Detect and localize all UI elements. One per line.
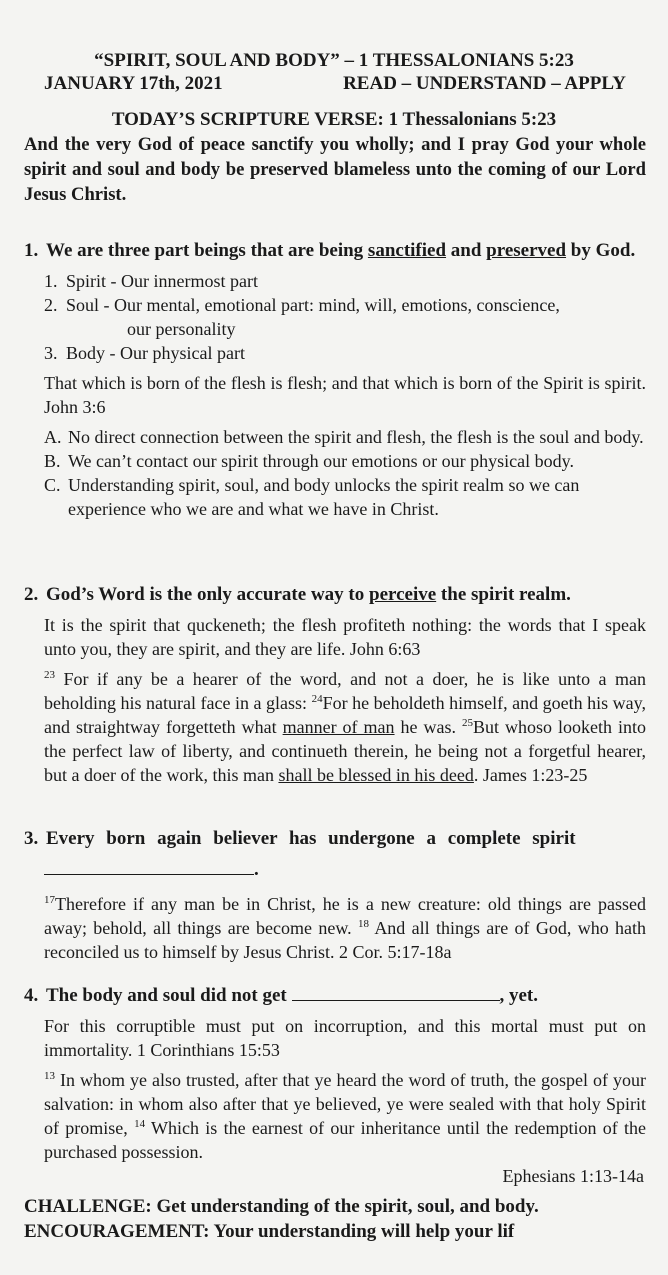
point-1 xyxy=(24,238,646,521)
corinthians-15-quote: For this corruptible must put on incorruption, and this mortal must put on immortality. 1 Corinthians 15:53 xyxy=(44,1016,646,1060)
john-6-63-quote: It is the spirit that quckeneth; the flesh profiteth nothing: the words that I speak unto you, they are spirit, and they are life. John 6:63 xyxy=(44,615,646,659)
corinthians-quote: $^{17}$Therefore if any man be in Christ, he is a new creature: old things are passed away; behold, all things are become new. $^{18}$ And all things are of God, who hath reconciled us to himself by Jesus Christ. 2 Cor. 5:17-18a xyxy=(44,894,647,962)
three-parts-list xyxy=(24,269,646,365)
scripture-text: And the very God of peace sanctify you wholly; and I pray God your whole spirit and soul and body be preserved blameless unto the coming of our Lord Jesus Christ. xyxy=(24,134,646,205)
challenge: CHALLENGE: Get understanding of the spirit, soul, and body. xyxy=(24,1196,539,1217)
list-item: 3. Body - Our physical part xyxy=(44,343,245,363)
service-date: JANUARY 17th, 2021 xyxy=(44,73,223,94)
footer xyxy=(24,1194,646,1244)
scripture-heading: TODAY’S SCRIPTURE VERSE: 1 Thessalonians 5:23 xyxy=(111,109,557,130)
point-3 xyxy=(24,826,646,964)
sanctified-term: sanctified xyxy=(367,240,447,261)
ephesians-quote: $^{13}$ In whom ye also trusted, after that ye heard the word of truth, the gospel of your salvation: in whom also after that ye believed, ye were sealed with that holy Spirit of promise, $^{14}$ Which is the earnest of our inheritance until the redemption of the purchased possession. xyxy=(44,1070,647,1162)
list-item-continuation: our personality xyxy=(127,319,236,339)
sub-points xyxy=(24,425,646,521)
point-2 xyxy=(24,582,646,787)
fill-in-blank xyxy=(292,984,500,1001)
sub-point-a: A. No direct connection between the spirit and flesh, the flesh is the soul and body. xyxy=(44,427,644,447)
point-1-heading: 1. We are three part beings that are being sanctified and preserved by God. xyxy=(24,240,636,261)
page-title: “SPIRIT, SOUL AND BODY” – 1 THESSALONIANS 5:23 xyxy=(94,50,574,71)
list-item: 2. Soul - Our mental, emotional part: mind, will, emotions, conscience, xyxy=(44,295,560,315)
fill-in-blank xyxy=(44,858,254,875)
motto: READ – UNDERSTAND – APPLY xyxy=(343,73,626,94)
encouragement: ENCOURAGEMENT: Your understanding will help your lif xyxy=(24,1221,515,1242)
point-3-heading: 3. Every born again believer has undergone a complete spirit xyxy=(24,828,576,849)
list-item: 1. Spirit - Our innermost part xyxy=(44,271,258,291)
perceive-term: perceive xyxy=(369,584,437,605)
john-quote: That which is born of the flesh is flesh; and that which is born of the Spirit is spirit. John 3:6 xyxy=(44,373,646,417)
point-4 xyxy=(24,983,646,1188)
sub-point-c: C. Understanding spirit, soul, and body unlocks the spirit realm so we can experience who we are and what we have in Christ. xyxy=(44,475,580,519)
preserved-term: preserved xyxy=(486,240,567,261)
james-quote: $^{23}$ For if any be a hearer of the word, and not a doer, he is like unto a man beholding his natural face in a glass: $^{24}$For he beholdeth himself, and goeth his way, and straightway forgetteth what manner of man he was. $^{25}$But whoso looketh into the perfect law of liberty, and continueth therein, he being not a forgetful hearer, but a doer of the work, this man shall be blessed in his deed. James 1:23-25 xyxy=(44,669,647,785)
point-2-heading: 2. God’s Word is the only accurate way to perceive the spirit realm. xyxy=(24,584,571,605)
point-4-heading: 4. The body and soul did not get , yet. xyxy=(24,985,539,1006)
sub-point-b: B. We can’t contact our spirit through our emotions or our physical body. xyxy=(44,451,574,471)
ephesians-ref: Ephesians 1:13-14a xyxy=(502,1166,644,1186)
point-3-blank: . xyxy=(24,857,646,882)
